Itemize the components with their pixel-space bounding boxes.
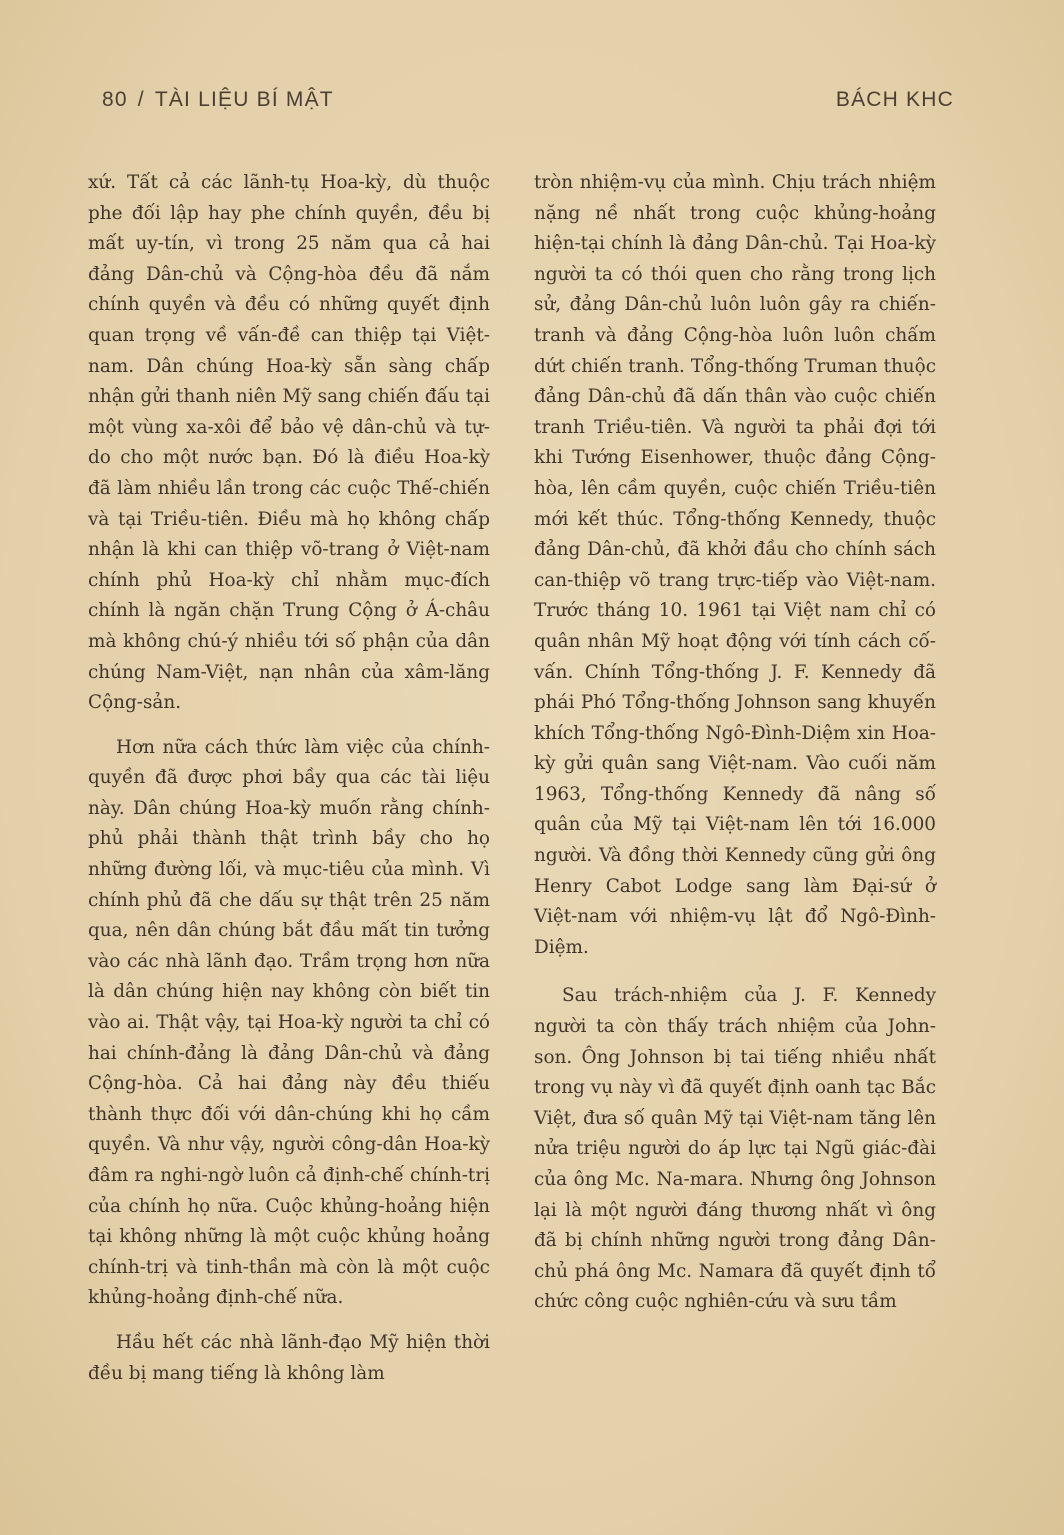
section-title: BÁCH KHC	[835, 88, 954, 111]
paragraph: xứ. Tất cả các lãnh-tụ Hoa-kỳ, dù thuộc phe đối lập hay phe chính quyền, đều bị mất uy-tín, vì trong 25 năm qua cả hai đảng Dân-chủ và Cộng-hòa đều đã nắm chính quyền và đều có những quyết định quan trọng về vấn-đề can thiệp tại Việt-nam. Dân chúng Hoa-kỳ sẵn sàng chấp nhận gửi thanh niên Mỹ sang chiến đấu tại một vùng xa-xôi để bảo vệ dân-chủ và tự-do cho một nước bạn. Đó là điều Hoa-kỳ đã làm nhiều lần trong các cuộc Thế-chiến và tại Triều-tiên. Điều mà họ không chấp nhận là khi can thiệp võ-trang ở Việt-nam chính phủ Hoa-kỳ chỉ nhằm mục-đích chính là ngăn chặn Trung Cộng ở Á-châu mà không chú-ý nhiều tới số phận của dân chúng Nam-Việt, nạn nhân của xâm-lăng Cộng-sản.	[88, 172, 490, 714]
header-left	[102, 88, 334, 112]
right-column	[534, 168, 936, 1408]
paragraph: Hơn nữa cách thức làm việc của chính-quyền đã được phơi bầy qua các tài liệu này. Dân chúng Hoa-kỳ muốn rằng chính-phủ phải thành thật trình bầy cho họ những đường lối, và mục-tiêu của mình. Vì chính phủ đã che dấu sự thật trên 25 năm qua, nên dân chúng bắt đầu mất tin tưởng vào các nhà lãnh đạo. Trầm trọng hơn nữa là dân chúng hiện nay không còn biết tin vào ai. Thật vậy, tại Hoa-kỳ người ta chỉ có hai chính-đảng là đảng Dân-chủ và đảng Cộng-hòa. Cả hai đảng này đều thiếu thành thực đối với dân-chúng khi họ cầm quyền. Và như vậy, người công-dân Hoa-kỳ đâm ra nghi-ngờ luôn cả định-chế chính-trị của chính họ nữa. Cuộc khủng-hoảng hiện tại không những là một cuộc khủng hoảng chính-trị và tinh-thần mà còn là một cuộc khủng-hoảng định-chế nữa.	[88, 736, 490, 1309]
page-number: 80	[102, 88, 128, 111]
left-column	[88, 168, 490, 1408]
page-header	[102, 88, 954, 124]
running-title: TÀI LIỆU BÍ MẬT	[154, 88, 334, 111]
text-columns	[88, 168, 936, 1408]
paragraph: tròn nhiệm-vụ của mình. Chịu trách nhiệm nặng nề nhất trong cuộc khủng-hoảng hiện-tại chính là đảng Dân-chủ. Tại Hoa-kỳ người ta có thói quen cho rằng trong lịch sử, đảng Dân-chủ luôn luôn gây ra chiến-tranh và đảng Cộng-hòa luôn luôn chấm dứt chiến tranh. Tổng-thống Truman thuộc đảng Dân-chủ đã dấn thân vào cuộc chiến tranh Triều-tiên. Và người ta phải đợi tới khi Tướng Eisenhower, thuộc đảng Cộng-hòa, lên cầm quyền, cuộc chiến Triều-tiên mới kết thúc. Tổng-thống Kennedy, thuộc đảng Dân-chủ, đã khởi đầu cho chính sách can-thiệp võ trang trực-tiếp vào Việt-nam. Trước tháng 10. 1961 tại Việt nam chỉ có quân nhân Mỹ hoạt động với tính cách cố-vấn. Chính Tổng-thống J. F. Kennedy đã phái Phó Tổng-thống Johnson sang khuyến khích Tổng-thống Ngô-Đình-Diệm xin Hoa-kỳ gửi quân sang Việt-nam. Vào cuối năm 1963, Tổng-thống Kennedy đã nâng số quân của Mỹ tại Việt-nam lên tới 16.000 người. Và đồng thời Kennedy cũng gửi ông Henry Cabot Lodge sang làm Đại-sứ ở Việt-nam với nhiệm-vụ lật đổ Ngô-Đình-Diệm.	[534, 172, 936, 958]
paragraph: Sau trách-nhiệm của J. F. Kennedy người ta còn thấy trách nhiệm của John-son. Ông Johnson bị tai tiếng nhiều nhất trong vụ này vì đã quyết định oanh tạc Bắc Việt, đưa số quân Mỹ tại Việt-nam tăng lên nửa triệu người do áp lực tại Ngũ giác-đài của ông Mc. Na-mara. Nhưng ông Johnson lại là một người đáng thương nhất vì ông đã bị chính những người trong đảng Dân-chủ phá ông Mc. Namara đã quyết định tổ chức công cuộc nghiên-cứu và sưu tầm	[534, 985, 936, 1313]
paragraph: Hầu hết các nhà lãnh-đạo Mỹ hiện thời đều bị mang tiếng là không làm	[88, 1331, 490, 1384]
header-separator: /	[137, 88, 145, 111]
